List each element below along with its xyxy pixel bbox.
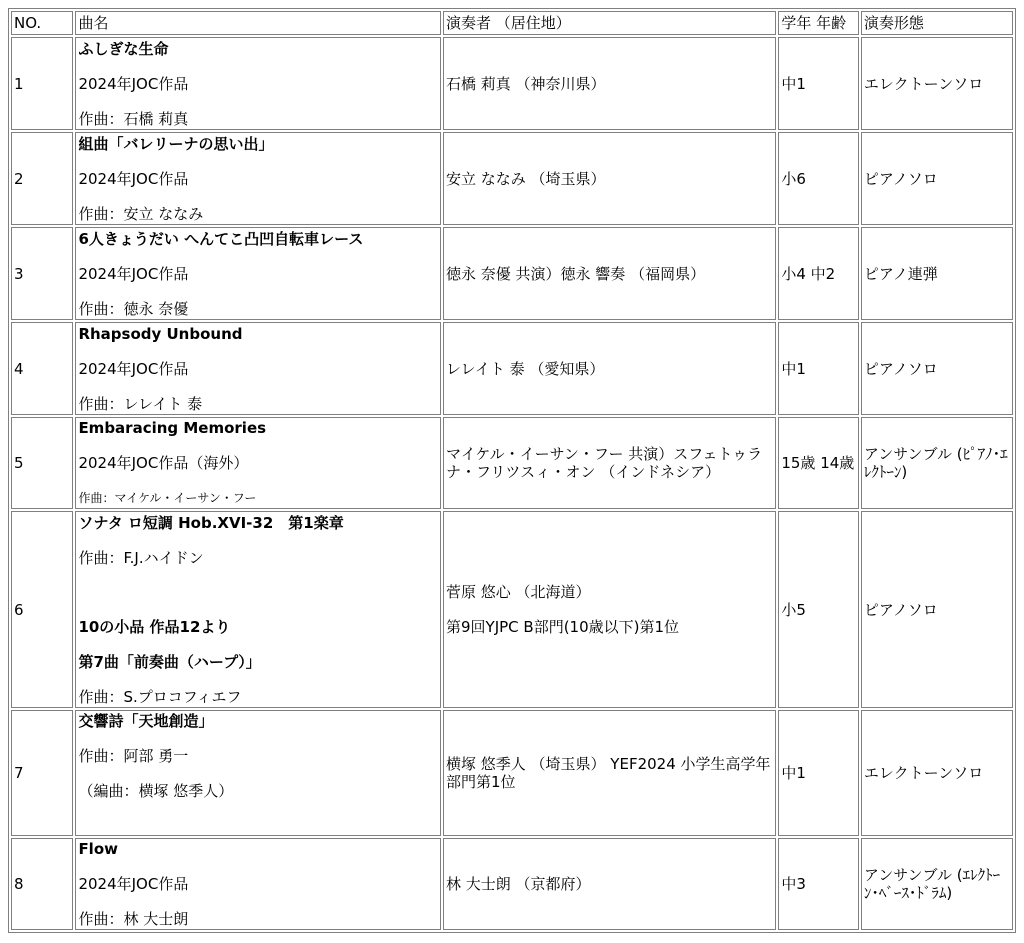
composer: 作曲：阿部 勇一 — [78, 747, 189, 765]
composer: 作曲：レレイト 泰 — [78, 394, 203, 413]
performer-cell: レレイト 泰 （愛知県） — [443, 322, 776, 415]
grade-cell: 中1 — [778, 37, 859, 130]
song-title: 交響詩「天地創造」 — [78, 712, 214, 730]
row-no: 7 — [11, 710, 73, 836]
row-no: 8 — [11, 838, 73, 930]
song-note: 2024年JOC作品（海外） — [78, 454, 249, 472]
composer: 作曲：徳永 奈優 — [78, 299, 189, 318]
song-note: 2024年JOC作品 — [78, 169, 189, 188]
grade-cell: 小5 — [778, 511, 859, 708]
header-row — [11, 11, 1013, 35]
song-title: Embaracing Memories — [78, 419, 267, 437]
form-cell: アンサンブル (ｴﾚｸﾄｰﾝ･ﾍﾞｰｽ･ﾄﾞﾗﾑ) — [861, 838, 1013, 930]
performer-cell: マイケル・イーサン・フー 共演）スフェトゥラナ・フリツスィ・オン （インドネシア） — [443, 417, 776, 509]
song-title: ふしぎな生命 — [78, 39, 169, 58]
form-cell: ピアノソロ — [861, 132, 1013, 225]
table-row — [11, 417, 1013, 509]
composer: 作曲：林 大士朗 — [78, 910, 189, 928]
performer-cell: 石橋 莉真 （神奈川県） — [443, 37, 776, 130]
table-row — [11, 710, 1013, 836]
song-cell — [75, 132, 441, 225]
row-no: 1 — [11, 37, 73, 130]
composer: 作曲：S.プロコフィエフ — [78, 687, 242, 706]
row-no: 6 — [11, 511, 73, 708]
composer: 作曲：F.J.ハイドン — [78, 548, 204, 567]
song-title: Flow — [78, 840, 118, 858]
composer: 作曲：マイケル・イーサン・フー — [78, 491, 257, 505]
form-cell: ピアノ連弾 — [861, 227, 1013, 320]
table-row — [11, 132, 1013, 225]
form-cell: ピアノソロ — [861, 322, 1013, 415]
table-row — [11, 322, 1013, 415]
song-note: 2024年JOC作品 — [78, 264, 189, 283]
song-cell — [75, 511, 441, 708]
grade-cell: 小4 中2 — [778, 227, 859, 320]
song-title: 6人きょうだい へんてこ凸凹自転車レース — [78, 229, 364, 248]
row-no: 5 — [11, 417, 73, 509]
performer-name: 菅原 悠心 （北海道） — [446, 583, 591, 601]
song-title: 10の小品 作品12より — [78, 617, 231, 636]
song-note: 2024年JOC作品 — [78, 74, 189, 93]
table-row — [11, 37, 1013, 130]
song-cell — [75, 710, 441, 836]
program-table — [8, 8, 1016, 933]
row-no: 2 — [11, 132, 73, 225]
song-subtitle: 第7曲「前奏曲（ハープ）」 — [78, 652, 261, 671]
composer: 作曲：安立 ななみ — [78, 204, 204, 223]
performer-cell: 安立 ななみ （埼玉県） — [443, 132, 776, 225]
song-note: 2024年JOC作品 — [78, 359, 189, 378]
song-cell — [75, 227, 441, 320]
song-cell — [75, 37, 441, 130]
performer-award: 第9回YJPC B部門(10歳以下)第1位 — [446, 618, 680, 636]
header-song: 曲名 — [75, 11, 441, 35]
form-cell: エレクトーンソロ — [861, 37, 1013, 130]
grade-cell: 中1 — [778, 322, 859, 415]
performer-cell — [443, 511, 776, 708]
song-cell — [75, 838, 441, 930]
song-title: Rhapsody Unbound — [78, 324, 243, 343]
grade-cell: 15歳 14歳 — [778, 417, 859, 509]
song-cell — [75, 322, 441, 415]
header-no: NO. — [11, 11, 73, 35]
grade-cell: 中1 — [778, 710, 859, 836]
table-row — [11, 227, 1013, 320]
form-cell: エレクトーンソロ — [861, 710, 1013, 836]
song-title: ソナタ ロ短調 Hob.XVI-32 第1楽章 — [78, 513, 344, 532]
performer-cell: 林 大士朗 （京都府） — [443, 838, 776, 930]
performer-cell: 横塚 悠季人 （埼玉県） YEF2024 小学生高学年部門第1位 — [443, 710, 776, 836]
header-performer: 演奏者 （居住地） — [443, 11, 776, 35]
table-row — [11, 838, 1013, 930]
row-no: 3 — [11, 227, 73, 320]
form-cell: ピアノソロ — [861, 511, 1013, 708]
song-title: 組曲「バレリーナの思い出」 — [78, 134, 274, 153]
row-no: 4 — [11, 322, 73, 415]
song-note: 2024年JOC作品 — [78, 875, 189, 893]
arranger: （編曲：横塚 悠季人） — [78, 782, 234, 800]
header-grade: 学年 年齢 — [778, 11, 859, 35]
grade-cell: 中3 — [778, 838, 859, 930]
song-cell — [75, 417, 441, 509]
table-row — [11, 511, 1013, 708]
form-cell: アンサンブル (ﾋﾟｱﾉ･ｴﾚｸﾄｰﾝ) — [861, 417, 1013, 509]
header-form: 演奏形態 — [861, 11, 1013, 35]
performer-cell: 徳永 奈優 共演）徳永 響奏 （福岡県） — [443, 227, 776, 320]
grade-cell: 小6 — [778, 132, 859, 225]
composer: 作曲：石橋 莉真 — [78, 109, 189, 128]
